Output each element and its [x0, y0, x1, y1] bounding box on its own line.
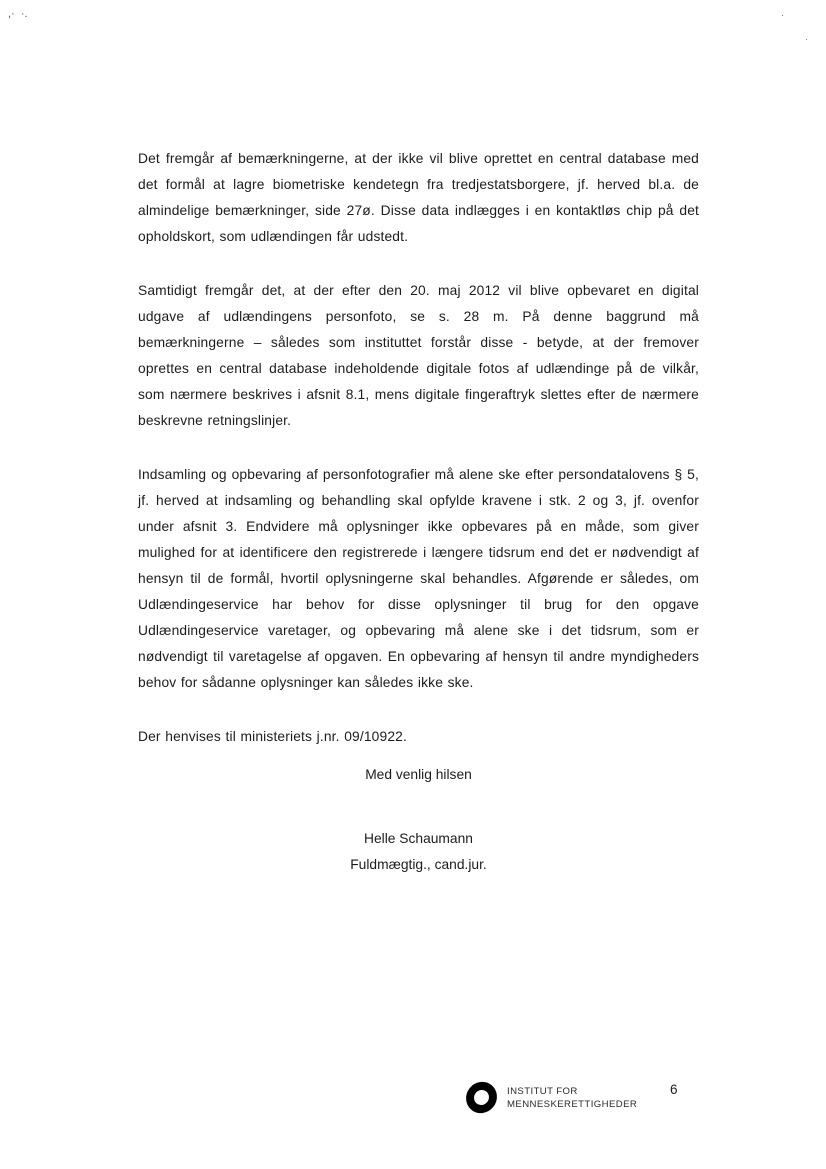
- organization-name-line2: MENNESKERETTIGHEDER: [507, 1098, 638, 1110]
- organization-name-line1: INSTITUT FOR: [507, 1085, 578, 1097]
- signature-block: [138, 826, 699, 878]
- letter-body: [138, 146, 699, 878]
- paragraph: Det fremgår af bemærkningerne, at der ikke vil blive oprettet en central database med det formål at lagre biometriske kendetegn fra tredjestatsborgere, jf. herved bl.a. de almindelige bemærkninger, side 27ø. Disse data indlægges i en kontaktløs chip på det opholdskort, som udlændingen får udstedt.: [138, 151, 699, 244]
- page-number: 6: [670, 1082, 678, 1097]
- closing-salutation: Med venlig hilsen: [365, 767, 472, 782]
- footer: [466, 1082, 637, 1113]
- signature-name: Helle Schaumann: [364, 831, 473, 846]
- paragraph: Indsamling og opbevaring af personfotografier må alene ske efter persondatalovens § 5, jf. herved at indsamling og behandling skal opfylde kravene i stk. 2 og 3, jf. ovenfor under afsnit 3. Endvidere må oplysninger ikke opbevares på en måde, som giver mulighed for at identificere den registrerede i længere tidsrum end det er nødvendigt af hensyn til de formål, hvortil oplysningerne skal behandles. Afgørende er således, om Udlændingeservice har behov for disse oplysninger til brug for den opgave Udlændingeservice varetager, og opbevaring må alene ske i det tidsrum, som er nødvendigt til varetagelse af opgaven. En opbevaring af hensyn til andre myndigheders behov for sådanne oplysninger kan således ikke ske.: [138, 467, 699, 690]
- paragraph: Samtidigt fremgår det, at der efter den 20. maj 2012 vil blive opbevaret en digital udgave af udlændingens personfoto, se s. 28 m. På denne baggrund må bemærkningerne – således som instituttet forstår disse - betyde, at der fremover oprettes en central database indeholdende digitale fotos af udlændinge på de vilkår, som nærmere beskrives i afsnit 8.1, mens digitale fingeraftryk slettes efter de nærmere beskrevne retningslinjer.: [138, 283, 699, 428]
- institute-logo-icon: [465, 1080, 498, 1115]
- scan-artifact: ,· ·.: [8, 8, 28, 20]
- reference-line: Der henvises til ministeriets j.nr. 09/10922.: [138, 729, 407, 744]
- organization-name: [507, 1085, 637, 1111]
- scan-artifact: ·: [805, 34, 808, 44]
- scan-artifact: ·: [781, 10, 784, 20]
- signature-title: Fuldmægtig., cand.jur.: [350, 857, 487, 872]
